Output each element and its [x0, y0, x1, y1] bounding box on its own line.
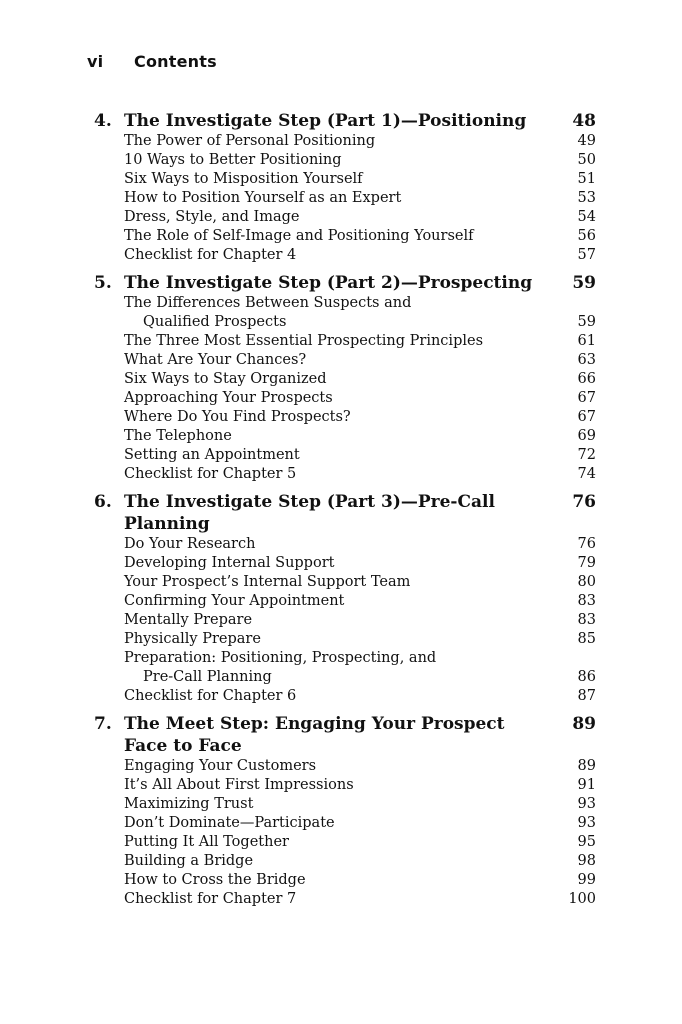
- entry-title: [124, 833, 556, 852]
- entry-page-number: 49: [577, 133, 596, 149]
- entry-title: [124, 535, 556, 554]
- entry-title-line: Checklist for Chapter 4: [124, 247, 297, 263]
- toc-entry[interactable]: [94, 592, 596, 611]
- entry-title-continuation: Qualified Prospects: [143, 314, 287, 330]
- entry-title-line: Mentally Prepare: [124, 612, 253, 628]
- toc-entry[interactable]: [94, 370, 596, 389]
- entry-title: [124, 687, 556, 706]
- entry-page-number: 67: [577, 409, 596, 425]
- entry-title: [124, 189, 556, 208]
- entry-title: [124, 446, 556, 465]
- toc-entry[interactable]: [94, 554, 596, 573]
- toc-chapter: [94, 491, 596, 706]
- chapter-number: 5.: [94, 273, 112, 293]
- entry-title-line: What Are Your Chances?: [124, 352, 307, 368]
- entry-title-line: Checklist for Chapter 7: [124, 891, 297, 907]
- entry-title: [124, 611, 556, 630]
- entry-page-number: 86: [577, 669, 596, 685]
- entry-page-number: 76: [577, 536, 596, 552]
- entry-title: [124, 351, 556, 370]
- entry-title: [124, 592, 556, 611]
- toc-entry[interactable]: [94, 465, 596, 484]
- toc-entry[interactable]: [94, 649, 596, 687]
- entry-page-number: 93: [577, 796, 596, 812]
- entry-title-line: Physically Prepare: [124, 631, 261, 647]
- entry-title: [124, 246, 556, 265]
- toc-chapter: [94, 713, 596, 909]
- toc-entry[interactable]: [94, 132, 596, 151]
- entry-title-line: Preparation: Positioning, Prospecting, and: [124, 650, 437, 666]
- entry-title-line: The Role of Self-Image and Positioning Yourself: [124, 228, 474, 244]
- entry-title-line: Your Prospect’s Internal Support Team: [124, 574, 411, 590]
- entry-title-line: Confirming Your Appointment: [124, 593, 345, 609]
- entry-title-line: It’s All About First Impressions: [124, 777, 354, 793]
- entry-page-number: 85: [577, 631, 596, 647]
- entry-page-number: 99: [577, 872, 596, 888]
- entry-title-line: Maximizing Trust: [124, 796, 254, 812]
- chapter-title-line: The Investigate Step (Part 2)—Prospecting: [124, 273, 533, 293]
- running-head: [87, 52, 217, 71]
- entry-title: [124, 332, 556, 351]
- chapter-page-number: 48: [572, 111, 596, 131]
- entry-title: [124, 151, 556, 170]
- chapter-page-number: 89: [572, 714, 596, 734]
- toc-entry[interactable]: [94, 189, 596, 208]
- entry-page-number: 93: [577, 815, 596, 831]
- entry-page-number: 83: [577, 593, 596, 609]
- entry-title-line: Dress, Style, and Image: [124, 209, 300, 225]
- entry-page-number: 98: [577, 853, 596, 869]
- entry-title: [124, 630, 556, 649]
- entry-title: [124, 389, 556, 408]
- toc-chapter: [94, 110, 596, 265]
- entry-title-line: Where Do You Find Prospects?: [124, 409, 351, 425]
- toc-entry[interactable]: [94, 611, 596, 630]
- toc-entry[interactable]: [94, 427, 596, 446]
- chapter-title-line: The Meet Step: Engaging Your Prospect: [124, 714, 505, 734]
- entry-title-line: How to Cross the Bridge: [124, 872, 306, 888]
- toc-chapter: [94, 272, 596, 484]
- chapter-title: [124, 491, 556, 535]
- entry-page-number: 53: [577, 190, 596, 206]
- entry-title: [124, 573, 556, 592]
- entry-page-number: 61: [577, 333, 596, 349]
- toc-entry[interactable]: [94, 687, 596, 706]
- entry-title: [124, 852, 556, 871]
- entry-title-line: Engaging Your Customers: [124, 758, 317, 774]
- table-of-contents: [94, 110, 596, 916]
- toc-entry[interactable]: [94, 446, 596, 465]
- entry-title: [124, 554, 556, 573]
- entry-page-number: 66: [577, 371, 596, 387]
- chapter-page-number: 76: [572, 492, 596, 512]
- entry-title: [124, 814, 556, 833]
- toc-entry[interactable]: [94, 208, 596, 227]
- entry-title-line: Six Ways to Stay Organized: [124, 371, 327, 387]
- entry-title: [124, 408, 556, 427]
- toc-entry[interactable]: [94, 757, 596, 776]
- toc-entry[interactable]: [94, 351, 596, 370]
- toc-entry[interactable]: [94, 170, 596, 189]
- toc-entry[interactable]: [94, 776, 596, 795]
- chapter-heading[interactable]: [94, 110, 596, 132]
- entry-page-number: 50: [577, 152, 596, 168]
- entry-page-number: 87: [577, 688, 596, 704]
- entry-page-number: 79: [577, 555, 596, 571]
- toc-entry[interactable]: [94, 389, 596, 408]
- chapter-heading[interactable]: [94, 272, 596, 294]
- toc-entry[interactable]: [94, 833, 596, 852]
- toc-entry[interactable]: [94, 573, 596, 592]
- chapter-title-line: The Investigate Step (Part 3)—Pre-Call Planning: [124, 492, 495, 534]
- entry-title-line: Setting an Appointment: [124, 447, 300, 463]
- entry-title: [124, 757, 556, 776]
- entry-page-number: 51: [577, 171, 596, 187]
- entry-title-line: Developing Internal Support: [124, 555, 335, 571]
- entry-title-continuation: Pre-Call Planning: [143, 669, 272, 685]
- entry-title-line: Approaching Your Prospects: [124, 390, 333, 406]
- entry-title-line: The Power of Personal Positioning: [124, 133, 376, 149]
- toc-entry[interactable]: [94, 814, 596, 833]
- entry-title-line: Checklist for Chapter 5: [124, 466, 297, 482]
- entry-page-number: 72: [577, 447, 596, 463]
- entry-title: [124, 649, 556, 687]
- entry-title: [124, 427, 556, 446]
- entry-page-number: 56: [577, 228, 596, 244]
- chapter-number: 6.: [94, 492, 112, 512]
- entry-title: [124, 132, 556, 151]
- toc-entry[interactable]: [94, 852, 596, 871]
- entry-title-line: 10 Ways to Better Positioning: [124, 152, 342, 168]
- entry-title: [124, 370, 556, 389]
- toc-entry[interactable]: [94, 227, 596, 246]
- chapter-heading[interactable]: [94, 491, 596, 535]
- entry-page-number: 95: [577, 834, 596, 850]
- page-folio: vi: [87, 52, 104, 71]
- entry-title: [124, 871, 556, 890]
- toc-entry[interactable]: [94, 630, 596, 649]
- entry-page-number: 57: [577, 247, 596, 263]
- toc-entry[interactable]: [94, 332, 596, 351]
- entry-page-number: 74: [577, 466, 596, 482]
- chapter-title-line-2: Face to Face: [124, 736, 242, 756]
- chapter-title-line: The Investigate Step (Part 1)—Positioning: [124, 111, 527, 131]
- entry-title-line: The Differences Between Suspects and: [124, 295, 412, 311]
- entry-title-line: Building a Bridge: [124, 853, 254, 869]
- entry-title: [124, 170, 556, 189]
- toc-entry[interactable]: [94, 151, 596, 170]
- entry-title-line: Don’t Dominate—Participate: [124, 815, 335, 831]
- toc-entry[interactable]: [94, 408, 596, 427]
- entry-page-number: 54: [577, 209, 596, 225]
- entry-title-line: The Telephone: [124, 428, 232, 444]
- entry-title-line: Six Ways to Misposition Yourself: [124, 171, 363, 187]
- chapter-number: 7.: [94, 714, 112, 734]
- chapter-title: [124, 272, 556, 294]
- entry-page-number: 69: [577, 428, 596, 444]
- toc-entry[interactable]: [94, 871, 596, 890]
- entry-page-number: 100: [568, 891, 596, 907]
- entry-title: [124, 795, 556, 814]
- toc-entry[interactable]: [94, 795, 596, 814]
- entry-page-number: 80: [577, 574, 596, 590]
- entry-title-line: The Three Most Essential Prospecting Principles: [124, 333, 484, 349]
- entry-page-number: 91: [577, 777, 596, 793]
- entry-page-number: 63: [577, 352, 596, 368]
- chapter-number: 4.: [94, 111, 112, 131]
- toc-entry[interactable]: [94, 535, 596, 554]
- entry-title: [124, 294, 556, 332]
- chapter-page-number: 59: [572, 273, 596, 293]
- entry-title: [124, 208, 556, 227]
- entry-page-number: 67: [577, 390, 596, 406]
- entry-title: [124, 776, 556, 795]
- entry-page-number: 89: [577, 758, 596, 774]
- toc-entry[interactable]: [94, 890, 596, 909]
- entry-title-line: Do Your Research: [124, 536, 256, 552]
- page-title: Contents: [134, 52, 217, 71]
- entry-title: [124, 890, 556, 909]
- entry-title-line: Checklist for Chapter 6: [124, 688, 297, 704]
- entry-page-number: 59: [577, 314, 596, 330]
- toc-entry[interactable]: [94, 246, 596, 265]
- toc-entry[interactable]: [94, 294, 596, 332]
- chapter-title: [124, 713, 556, 757]
- entry-title-line: How to Position Yourself as an Expert: [124, 190, 402, 206]
- entry-page-number: 83: [577, 612, 596, 628]
- chapter-heading[interactable]: [94, 713, 596, 757]
- entry-title-line: Putting It All Together: [124, 834, 289, 850]
- entry-title: [124, 227, 556, 246]
- chapter-title: [124, 110, 556, 132]
- entry-title: [124, 465, 556, 484]
